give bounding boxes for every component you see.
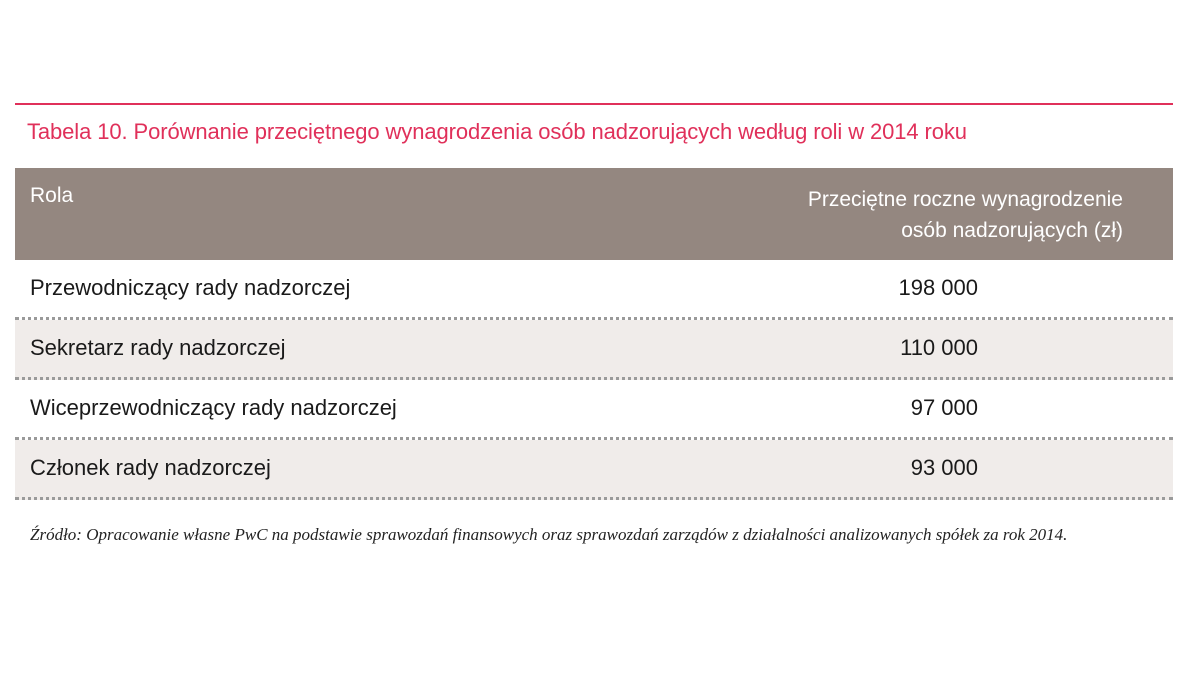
table-row (15, 260, 1173, 320)
table-body (15, 260, 1173, 500)
table-title: Tabela 10. Porównanie przeciętnego wynagrodzenia osób nadzorujących według roli w 2014 roku (27, 119, 967, 144)
header-role: Rola (30, 184, 74, 207)
row-role: Członek rady nadzorczej (30, 455, 271, 480)
row-role: Sekretarz rady nadzorczej (30, 335, 286, 360)
row-salary: 93 000 (910, 455, 978, 480)
salary-table (15, 168, 1173, 500)
source-note: Źródło: Opracowanie własne PwC na podstawie sprawozdań finansowych oraz sprawozdań zarządów z działalności analizowanych spółek za rok 2014. (30, 525, 1068, 544)
row-salary: 97 000 (910, 395, 978, 420)
row-salary: 110 000 (900, 335, 978, 360)
table-row (15, 320, 1173, 380)
header-salary-line2: osób nadzorujących (zł) (901, 219, 1123, 242)
row-role: Wiceprzewodniczący rady nadzorczej (30, 395, 397, 420)
row-salary: 198 000 (898, 275, 978, 300)
header-salary-line1: Przeciętne roczne wynagrodzenie (807, 188, 1123, 211)
table-row (15, 440, 1173, 500)
table-header (15, 168, 1173, 260)
header-salary (603, 184, 1123, 246)
top-rule (15, 103, 1173, 105)
table-row (15, 380, 1173, 440)
row-role: Przewodniczący rady nadzorczej (30, 275, 351, 300)
